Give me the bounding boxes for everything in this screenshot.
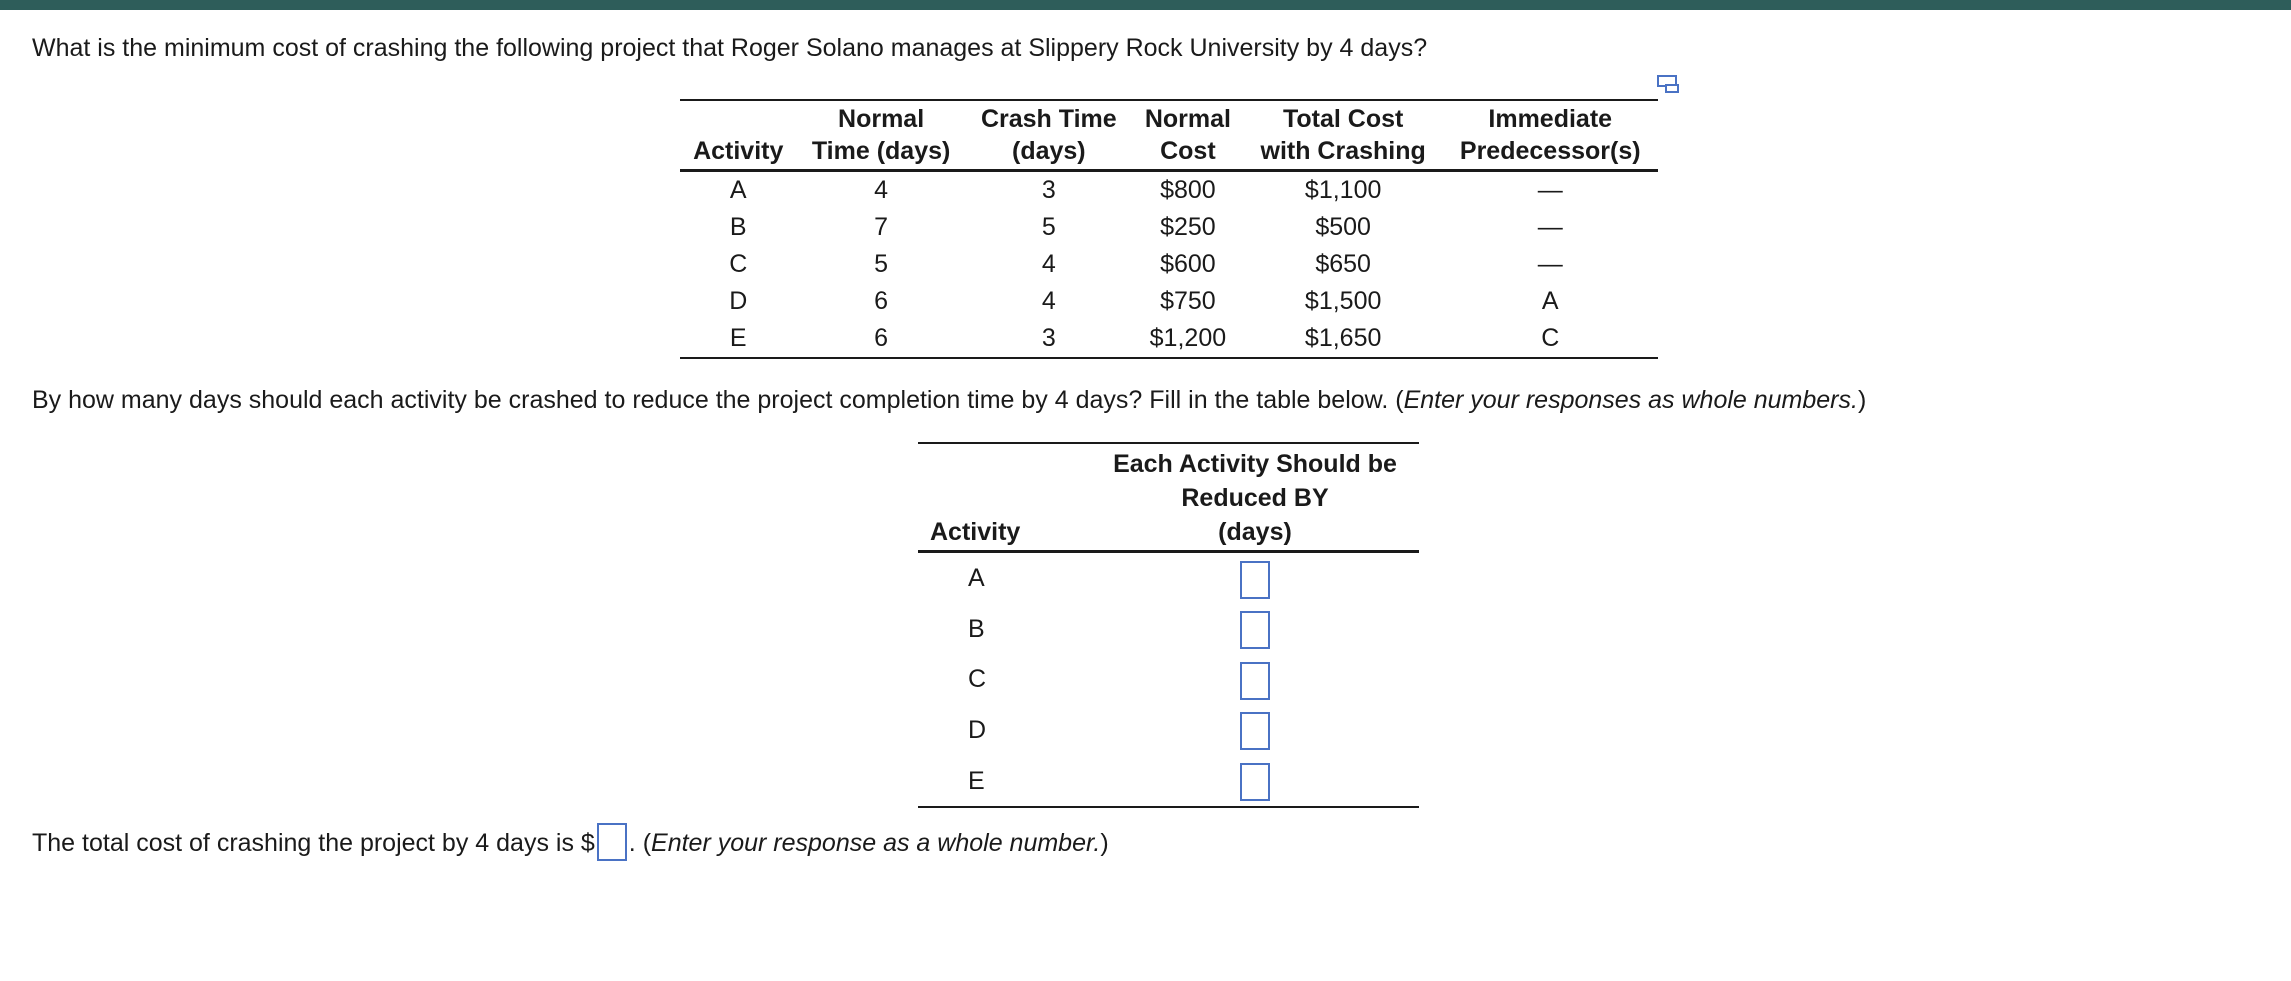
cell-normal-cost: $250: [1160, 213, 1216, 241]
cell-predecessor: —: [1537, 213, 1563, 241]
instruction-close: ): [1857, 386, 1867, 414]
header-predecessor-2: Predecessor(s): [1442, 135, 1658, 171]
cell-total-cost: $1,650: [1244, 320, 1443, 358]
answer-row: [918, 604, 1419, 655]
cell-normal-cost: $800: [1160, 176, 1216, 204]
cell-activity: B: [729, 213, 747, 241]
cell-normal-time: 6: [796, 320, 965, 358]
table-row: [680, 320, 1658, 358]
header-normal-time-2: Time (days): [796, 135, 965, 171]
reduce-days-input-d[interactable]: [1240, 712, 1270, 750]
expand-icon[interactable]: [1656, 74, 1680, 94]
answer-header-activity: Activity: [918, 515, 1091, 552]
question-text: What is the minimum cost of crashing the following project that Roger Solano manages at Slippery Rock University by 4 days?: [32, 34, 1428, 62]
reduce-days-input-c[interactable]: [1240, 662, 1270, 700]
header-crash-time-2: (days): [966, 135, 1132, 171]
answer-activity: B: [968, 614, 985, 643]
answer-header-reduce-1: Each Activity Should be: [1091, 443, 1419, 481]
instruction-main: By how many days should each activity be crashed to reduce the project completion time by 4 days? Fill in the table below. (: [32, 386, 1404, 414]
cell-predecessor: C: [1442, 320, 1658, 358]
answer-row: [918, 705, 1419, 756]
cell-activity: A: [729, 176, 747, 204]
reduce-days-input-b[interactable]: [1240, 611, 1270, 649]
answer-activity: D: [968, 716, 987, 745]
cell-activity: C: [729, 250, 748, 278]
header-predecessor-1: Immediate: [1442, 100, 1658, 135]
total-cost-close: ): [1100, 829, 1109, 857]
answer-row: [918, 755, 1419, 807]
cell-crash-time: 5: [1041, 213, 1056, 241]
header-activity-2: Activity: [680, 135, 796, 171]
answer-activity: E: [918, 755, 1091, 807]
instruction-italic: Enter your responses as whole numbers.: [1403, 386, 1858, 414]
project-data-table: [680, 99, 1658, 359]
top-bar: [0, 0, 2291, 10]
cell-total-cost: $500: [1315, 213, 1371, 241]
header-activity-1: [680, 100, 796, 135]
header-total-cost-1: Total Cost: [1244, 100, 1443, 135]
header-normal-cost-1: Normal: [1132, 100, 1244, 135]
reduce-days-input-e[interactable]: [1240, 763, 1270, 801]
table-row: [680, 209, 1658, 246]
cell-crash-time: 3: [966, 320, 1132, 358]
total-cost-italic: Enter your response as a whole number.: [651, 829, 1101, 857]
cell-total-cost: $650: [1315, 250, 1371, 278]
cell-total-cost: $1,500: [1304, 287, 1382, 315]
cell-crash-time: 3: [1041, 176, 1056, 204]
total-cost-input[interactable]: [597, 823, 627, 861]
header-crash-time-1: Crash Time: [966, 100, 1132, 135]
header-normal-time-1: Normal: [796, 100, 965, 135]
table-row: [680, 283, 1658, 320]
cell-normal-time: 6: [874, 287, 889, 315]
answer-table: [918, 442, 1419, 808]
answer-activity: A: [968, 564, 985, 593]
answer-header-reduce-2: Reduced BY: [1181, 484, 1329, 512]
cell-total-cost: $1,100: [1304, 176, 1382, 204]
cell-normal-cost: $750: [1160, 287, 1216, 315]
total-cost-after: . (: [628, 829, 652, 857]
cell-predecessor: —: [1537, 176, 1563, 204]
cell-activity: E: [680, 320, 796, 358]
cell-predecessor: A: [1541, 287, 1559, 315]
cell-normal-time: 7: [874, 213, 889, 241]
cell-normal-cost: $600: [1160, 250, 1216, 278]
answer-header-activity-spacer: [918, 443, 1091, 481]
answer-header-activity-spacer2: [918, 481, 1091, 515]
header-total-cost-2: with Crashing: [1244, 135, 1443, 171]
answer-row: [918, 654, 1419, 705]
cell-activity: D: [729, 287, 748, 315]
answer-row: [918, 552, 1419, 604]
answer-header-reduce-3: (days): [1091, 515, 1419, 552]
cell-normal-time: 5: [874, 250, 889, 278]
instruction-text: [32, 382, 1866, 418]
header-normal-cost-2: Cost: [1132, 135, 1244, 171]
cell-crash-time: 4: [1041, 250, 1056, 278]
total-cost-sentence: [32, 823, 1109, 863]
cell-normal-time: 4: [874, 176, 889, 204]
cell-normal-cost: $1,200: [1132, 320, 1244, 358]
table-row: [680, 171, 1658, 210]
table-row: [680, 246, 1658, 283]
total-cost-label: The total cost of crashing the project by 4 days is $: [32, 829, 595, 857]
reduce-days-input-a[interactable]: [1240, 561, 1270, 599]
answer-activity: C: [968, 665, 987, 694]
cell-crash-time: 4: [1041, 287, 1056, 315]
cell-predecessor: —: [1537, 250, 1563, 278]
